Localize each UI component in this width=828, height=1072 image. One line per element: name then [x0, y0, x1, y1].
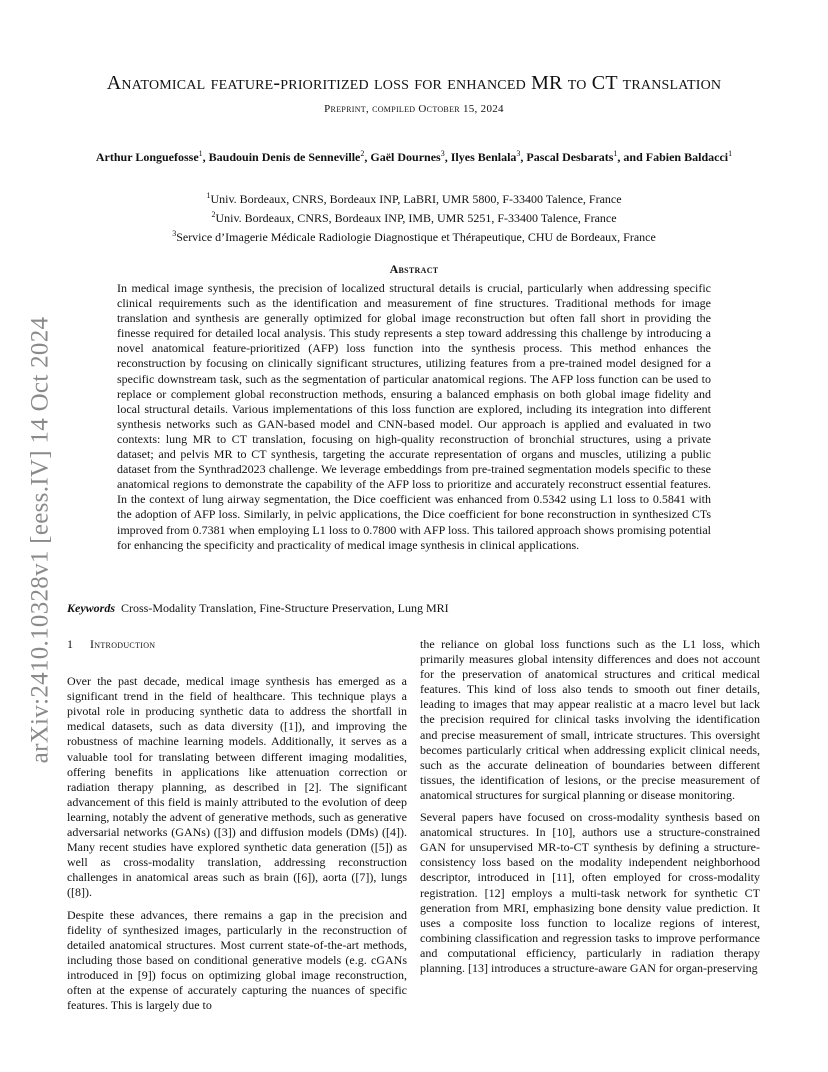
author-name: Gaël Dournes [370, 150, 441, 164]
affiliation-mark: 1 [206, 191, 211, 200]
section-title: Introduction [90, 637, 156, 651]
affiliation-line [60, 226, 768, 245]
author-affiliation-mark: 1 [728, 149, 733, 158]
author-name: Pascal Desbarats [526, 150, 614, 164]
keywords-text: Cross-Modality Translation, Fine-Structure Preservation, Lung MRI [121, 601, 449, 615]
abstract-heading: Abstract [389, 262, 439, 276]
keywords-line [67, 601, 761, 616]
section-number: 1 [67, 637, 73, 651]
affiliation-text: Univ. Bordeaux, CNRS, Bordeaux INP, IMB, UMR 5251, F-33400 Talence, France [215, 211, 617, 225]
affiliation-text: Univ. Bordeaux, CNRS, Bordeaux INP, LaBRI, UMR 5800, F-33400 Talence, France [210, 192, 622, 206]
left-column [67, 637, 407, 1020]
abstract-text: In medical image synthesis, the precision of localized structural details is crucial, particularly when addressing specific clinical requirements such as the identification and measurement of fine structures. Traditional methods for image translation and synthesis are generally optimized for global image reconstruction but often fall short in providing the finesse required for detailed local analysis. This study represents a step toward addressing this challenge by introducing a novel anatomical feature-prioritized (AFP) loss function into the synthesis process. This method enhances the reconstruction by focusing on clinically significant structures, utilizing features from a pre-trained model designed for a specific downstream task, such as the segmentation of particular anatomical regions. The AFP loss function can be used to replace or complement global reconstruction methods, ensuring a balanced emphasis on both global image fidelity and local structural details. Various implementations of this loss function are explored, including its integration into different synthesis networks such as GAN-based model and CNN-based model. Our approach is applied and evaluated in two contexts: lung MR to CT translation, focusing on high-quality reconstruction of bronchial structures, using a private dataset; and pelvis MR to CT synthesis, targeting the accurate representation of organs and muscles, utilizing a public dataset from the Synthrad2023 challenge. We leverage embeddings from pre-trained segmentation models specific to these anatomical regions to demonstrate the capability of the AFP loss to prioritize and accurately reconstruct essential features. In the context of lung airway segmentation, the Dice coefficient was enhanced from 0.5342 using L1 loss to 0.5841 with the adoption of AFP loss. Similarly, in pelvic applications, the Dice coefficient for bone reconstruction in synthesized CTs improved from 0.7381 when employing L1 loss to 0.7800 with AFP loss. This tailored approach shows promising potential for enhancing the specificity and practicality of medical image synthesis in clinical applications. [117, 281, 711, 552]
author-name: Fabien Baldacci [645, 150, 729, 164]
author-affiliation-mark: 1 [198, 149, 203, 158]
author-name: Arthur Longuefosse [95, 150, 199, 164]
body-paragraph: Despite these advances, there remains a gap in the precision and fidelity of synthesized images, particularly in the reconstruction of detailed anatomical structures. Most current state-of-the-art methods, including those based on conditional generative models (e.g. cGANs introduced in [9]) focus on optimizing global image reconstruction, often at the expense of accurately capturing the nuances of specific features. This is largely due to [67, 907, 407, 1013]
keywords-label: Keywords [67, 601, 115, 615]
author-name: Ilyes Benlala [450, 150, 517, 164]
author-affiliation-mark: 2 [360, 149, 365, 158]
author-affiliation-mark: 1 [613, 149, 618, 158]
body-paragraph: Several papers have focused on cross-modality synthesis based on anatomical structures. In [10], authors use a structure-constrained GAN for unsupervised MR-to-CT synthesis by defining a structure-consistency loss based on the modality independent neighborhood descriptor, introduced in [11], often employed for cross-modality registration. [12] employs a multi-task network for synthetic CT generation from MRI, emphasizing bone density value prediction. It uses a composite loss function to localize regions of interest, combining classification and regression tasks to improve performance and computational efficiency, particularly in radiation therapy planning. [13] introduces a structure-aware GAN for organ-preserving [420, 810, 760, 975]
body-paragraph: Over the past decade, medical image synthesis has emerged as a significant trend in the field of healthcare. This technique plays a pivotal role in producing synthetic data to address the shortfall in medical datasets, such as data diversity ([1]), and improving the robustness of machine learning models. Additionally, it serves as a valuable tool for translating between different imaging modalities, offering benefits in applications like attenuation correction or radiation therapy planning, as described in [2]. The significant advancement of this field is mainly attributed to the evolution of deep learning, notably the advent of generative methods, such as generative adversarial networks (GANs) ([3]) and diffusion models (DMs) ([4]). Many recent studies have explored synthetic data generation ([5]) as well as cross-modality translation, addressing reconstruction challenges in anatomical areas such as brain ([6]), aorta ([7]), lungs ([8]). [67, 674, 407, 900]
author-affiliation-mark: 3 [440, 149, 445, 158]
arxiv-identifier-text: arXiv:2410.10328v1 [eess.IV] 14 Oct 2024 [26, 316, 53, 764]
right-column [420, 637, 760, 983]
author-affiliation-mark: 3 [516, 149, 521, 158]
affiliation-list [60, 188, 768, 245]
section-heading [67, 637, 407, 652]
affiliation-line [60, 188, 768, 207]
affiliation-mark: 3 [172, 229, 177, 238]
author-list: Arthur Longuefosse$^1$, Baudouin Denis de Senneville$^2$, Gaël Dournes$^3$, Ilyes Benlala$^3$, Pascal Desbarats$^1$, and Fabien Baldacci$^1$ [95, 149, 733, 164]
body-paragraph: the reliance on global loss functions such as the L1 loss, which primarily measures global intensity differences and does not account for the preservation of anatomical structures and critical medical features. This kind of loss also tends to smooth out finer details, leading to images that may appear realistic at a macro level but lack the precision required for clinical tasks involving the identification and precise measurement of small, intricate structures. This oversight becomes particularly critical when addressing explicit clinical needs, such as the accurate delineation of boundaries between different tissues, the identification of lesions, or the precise measurement of anatomical structures for surgical planning or disease monitoring. [420, 637, 760, 802]
author-name: Baudouin Denis de Senneville [208, 150, 361, 164]
affiliation-mark: 2 [211, 210, 216, 219]
arxiv-identifier-stamp [20, 290, 60, 790]
paper-title: Anatomical feature-prioritized loss for enhanced MR to CT translation [106, 72, 722, 94]
affiliation-text: Service d’Imagerie Médicale Radiologie Diagnostique et Thérapeutique, CHU de Bordeaux, France [176, 230, 656, 244]
affiliation-line [60, 207, 768, 226]
preprint-line: Preprint, compiled October 15, 2024 [324, 103, 504, 115]
